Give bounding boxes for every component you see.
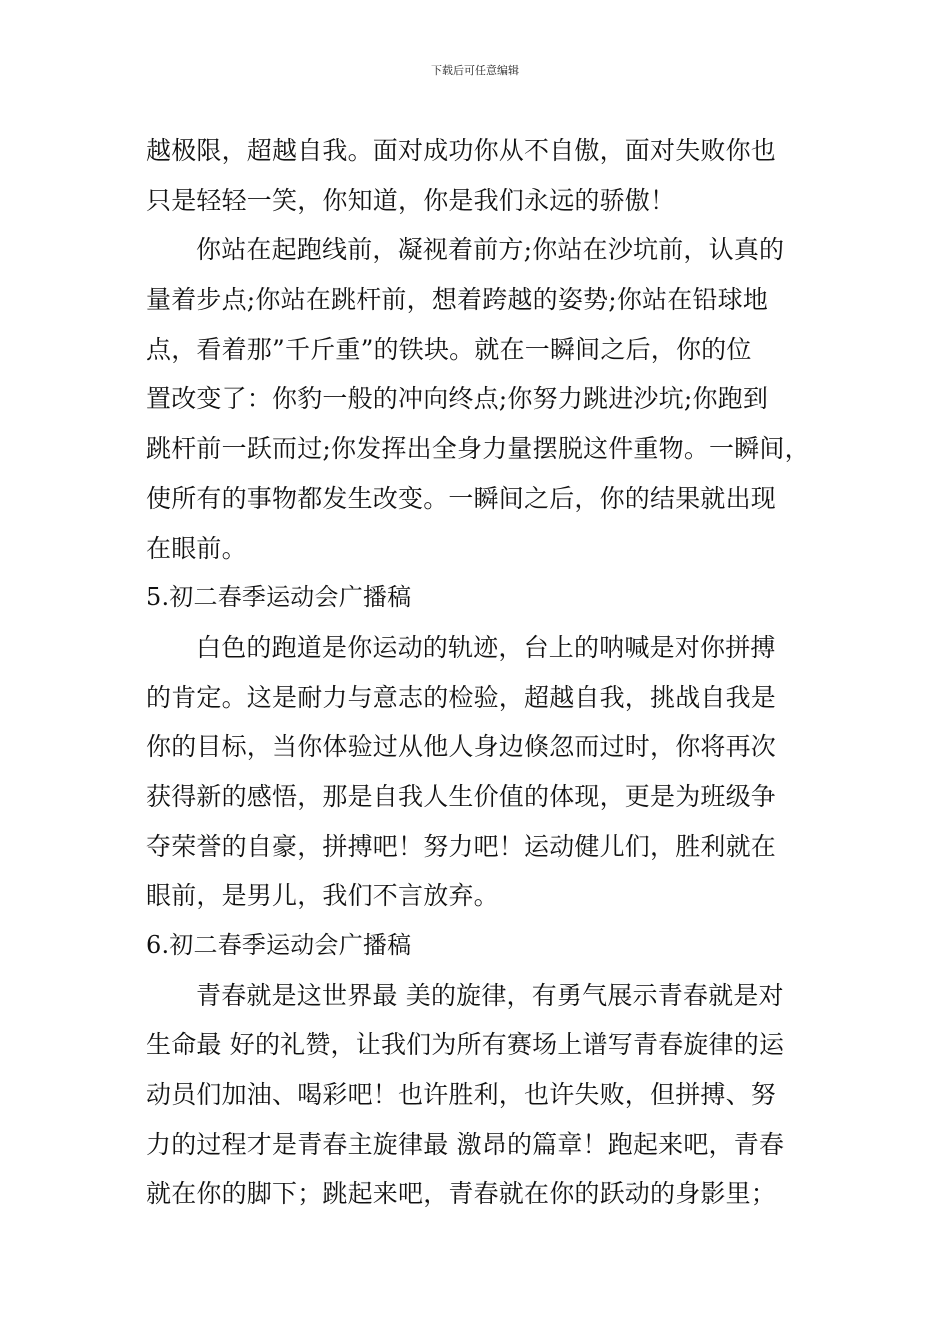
section-heading-5: 5.初二春季运动会广播稿 [146,583,412,612]
text-line: 你的目标，当你体验过从他人身边倏忽而过时，你将再次 [146,732,777,762]
document-body [146,126,822,1219]
text-line: 动员们加油、喝彩吧！也许胜利，也许失败，但拼搏、努 [146,1080,777,1110]
paragraph-start: 你站在起跑线前，凝视着前方;你站在沙坑前，认真的 [196,235,785,265]
paragraph-start: 青春就是这世界最 美的旋律，有勇气展示青春就是对 [196,980,784,1010]
text-line: 的肯定。这是耐力与意志的检验，超越自我，挑战自我是 [146,682,777,712]
text-line: 跳杆前一跃而过;你发挥出全身力量摆脱这件重物。一瞬间， [146,434,810,464]
paragraph-start: 白色的跑道是你运动的轨迹，台上的呐喊是对你拼搏 [196,632,776,662]
text-line: 只是轻轻一笑，你知道，你是我们永远的骄傲！ [146,185,676,215]
text-line: 点，看着那”千斤重”的铁块。就在一瞬间之后，你的位 [146,334,752,364]
text-line: 获得新的感悟，那是自我人生价值的体现，更是为班级争 [146,781,777,811]
text-line: 生命最 好的礼赞，让我们为所有赛场上谱写青春旋律的运 [146,1030,785,1060]
page-header: 下载后可任意编辑 [431,64,519,77]
text-line: 就在你的脚下；跳起来吧，青春就在你的跃动的身影里； [146,1179,777,1209]
text-line: 眼前，是男儿，我们不言放弃。 [146,881,499,911]
text-line: 置改变了：你豹一般的冲向终点;你努力跳进沙坑;你跑到 [146,384,769,414]
text-line: 夺荣誉的自豪，拼搏吧！努力吧！运动健儿们，胜利就在 [146,831,777,861]
text-line: 力的过程才是青春主旋律最 激昂的篇章！跑起来吧，青春 [146,1129,785,1159]
text-line: 量着步点;你站在跳杆前，想着跨越的姿势;你站在铅球地 [146,285,769,315]
text-line: 在眼前。 [146,533,247,563]
text-line: 使所有的事物都发生改变。一瞬间之后，你的结果就出现 [146,483,777,513]
text-line: 越极限，超越自我。面对成功你从不自傲，面对失败你也 [146,136,777,165]
section-heading-6: 6.初二春季运动会广播稿 [146,931,412,959]
